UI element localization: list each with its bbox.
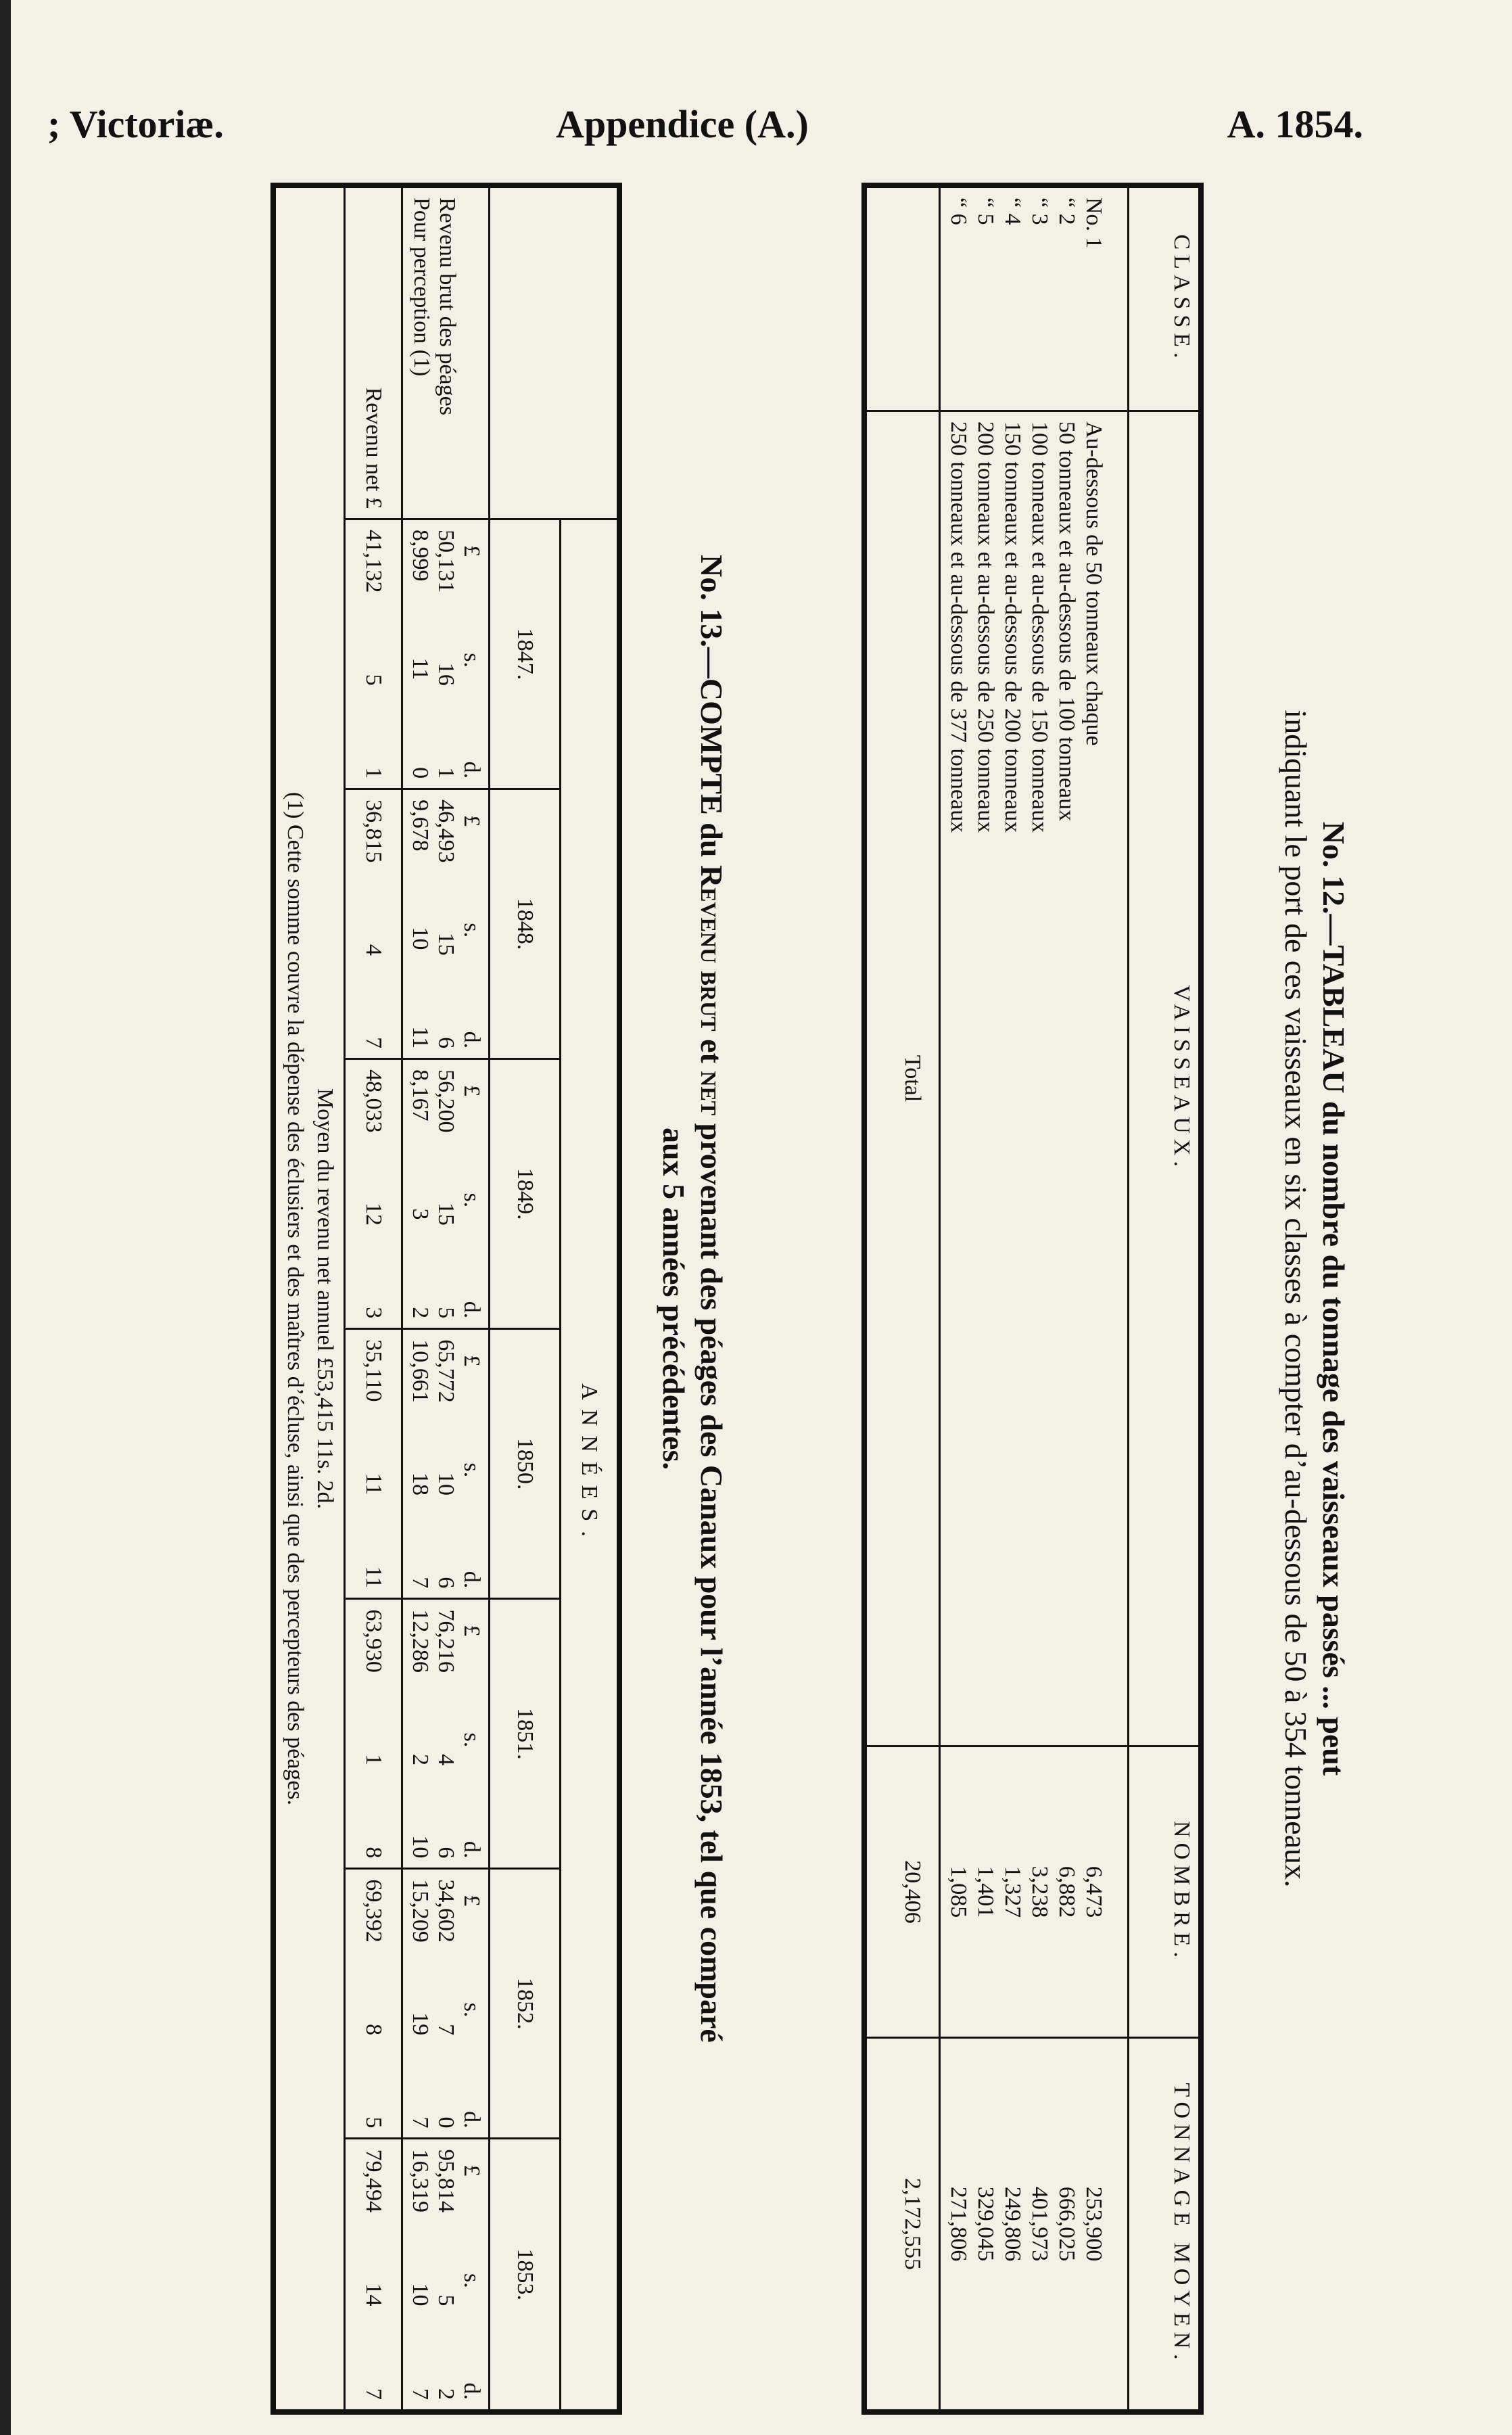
brut-value-part: 7: [433, 2024, 458, 2036]
unit-header: [458, 2149, 484, 2400]
vaisseaux-item: 250 tonneaux et au-dessous de 377 tonneaux: [946, 421, 971, 833]
net-value: [360, 1069, 386, 1318]
year-cell: [402, 1059, 490, 1329]
tonnage-value: 329,045: [973, 2186, 998, 2262]
year-header: 1847.: [490, 519, 561, 789]
net-value: [360, 1879, 386, 2128]
table-row: [402, 185, 490, 2412]
classe-item: “ 3: [1027, 198, 1052, 225]
perception-value: [407, 2149, 433, 2400]
tonnage-cell: [940, 2038, 1129, 2413]
unit-header-part: d.: [459, 761, 484, 779]
unit-header-part: s.: [459, 923, 484, 938]
net-value-part: 79,494: [361, 2149, 386, 2212]
perception-value-part: 11: [408, 657, 433, 680]
row-label-cell: [402, 185, 490, 519]
vaisseaux-item: 150 tonneaux et au-dessous de 200 tonneaux: [1000, 421, 1025, 833]
perception-value-part: 12,286: [408, 1609, 433, 1673]
net-value-part: 1: [361, 767, 386, 779]
classe-item: “ 2: [1054, 198, 1079, 225]
net-value-part: 5: [361, 674, 386, 686]
vaisseaux-item: Au-dessous de 50 tonneaux chaque: [1081, 421, 1106, 746]
unit-header-part: £: [459, 545, 484, 557]
net-cell: [345, 519, 402, 789]
perception-value-part: 3: [408, 1208, 433, 1220]
unit-header-part: s.: [459, 1462, 484, 1478]
unit-header-part: £: [459, 1895, 484, 1907]
perception-value: [407, 799, 433, 1048]
net-value-part: 14: [361, 2283, 386, 2306]
year-cell: [402, 2139, 490, 2412]
brut-value: [433, 799, 458, 1048]
net-value: [360, 1339, 386, 1588]
net-value-part: 11: [361, 1566, 386, 1589]
brut-value-part: 5: [433, 2294, 458, 2306]
brut-value: [433, 2149, 458, 2400]
perception-value-part: 8,167: [408, 1069, 433, 1121]
perception-value-part: 18: [408, 1472, 433, 1496]
notes-cell: [273, 185, 345, 2412]
brut-value-part: 65,772: [433, 1339, 458, 1403]
unit-header-part: £: [459, 1625, 484, 1637]
table-12-section: [798, 183, 1352, 2415]
nombre-value: 6,473: [1081, 1865, 1106, 1918]
nombre-value: 1,401: [973, 1865, 998, 1918]
table-13-caption: [629, 183, 730, 2415]
brut-value-part: 50,131: [433, 530, 458, 593]
header-left: ; Victoriæ.: [47, 102, 224, 146]
unit-header: [458, 799, 484, 1048]
footnote: (1) Cette somme couvre la dépense des éclusiers et des maîtres d’écluse, ainsi que des percepteurs des péages.: [283, 791, 308, 1806]
perception-value-part: 0: [408, 767, 433, 779]
classe-item: “ 6: [946, 198, 971, 225]
net-value-part: 48,033: [361, 1069, 386, 1133]
table-13-title: [692, 183, 730, 2415]
net-cell: [345, 1599, 402, 1869]
perception-value-part: 10: [408, 927, 433, 950]
year-header: 1852.: [490, 1869, 561, 2139]
col-classe: CLASSE.: [1129, 185, 1202, 411]
classe-item: “ 5: [973, 198, 998, 225]
unit-header-part: s.: [459, 653, 484, 668]
unit-header-part: d.: [459, 2382, 484, 2400]
net-cell: [345, 789, 402, 1059]
brut-value-part: 6: [433, 1847, 458, 1859]
tonnage-value: 401,973: [1027, 2186, 1052, 2262]
year-cell: [402, 1329, 490, 1599]
total-empty: [864, 185, 940, 411]
year-header: 1850.: [490, 1329, 561, 1599]
perception-value-part: 8,999: [408, 530, 433, 582]
unit-header-part: s.: [459, 1732, 484, 1748]
net-value-part: 5: [361, 2116, 386, 2129]
table-12-subtitle: indiquant le port de ces vaisseaux en six classes à compter d’au-dessous de 50 à 354 tonneaux.: [1279, 710, 1313, 1888]
year-cell: [402, 789, 490, 1059]
net-value-part: 4: [361, 944, 386, 956]
net-value-part: 12: [361, 1202, 386, 1226]
classe-item: No. 1: [1081, 198, 1106, 249]
net-value-part: 63,930: [361, 1609, 386, 1673]
unit-header: [458, 1609, 484, 1858]
brut-value-part: 15: [433, 1202, 458, 1226]
net-value-part: 7: [361, 2388, 386, 2400]
perception-value-part: 10,661: [408, 1339, 433, 1403]
net-label: Revenu net: [361, 387, 386, 492]
brut-value: [433, 1069, 458, 1318]
net-cell: [345, 1059, 402, 1329]
tonnage-value: 666,025: [1054, 2186, 1079, 2262]
year-header: 1849.: [490, 1059, 561, 1329]
table-13-title-net: net: [694, 1071, 729, 1116]
rotated-content: [41, 183, 1352, 2415]
vaisseaux-item: 50 tonneaux et au-dessous de 100 tonneaux: [1054, 421, 1079, 822]
perception-value-part: 7: [408, 1577, 433, 1589]
col-tonnage: TONNAGE MOYEN.: [1129, 2038, 1202, 2413]
brut-value-part: 76,216: [433, 1609, 458, 1673]
year-cell: [402, 1599, 490, 1869]
net-value-part: 7: [361, 1037, 386, 1049]
brut-value-part: 95,814: [433, 2149, 458, 2212]
net-value-part: 35,110: [361, 1339, 386, 1402]
brut-value-part: 6: [433, 1577, 458, 1589]
perception-value: [407, 1879, 433, 2128]
net-cell: [345, 1869, 402, 2139]
table-13: [270, 183, 622, 2415]
unit-header: [458, 530, 484, 779]
total-row: [864, 185, 940, 2412]
nombre-value: 1,327: [1000, 1865, 1025, 1918]
brut-value: [433, 530, 458, 779]
unit-header: [458, 1069, 484, 1318]
header-right: A. 1854.: [1227, 102, 1363, 146]
tonnage-value: 249,806: [1000, 2186, 1025, 2262]
perception-value-part: 10: [408, 2283, 433, 2306]
table-12: [861, 183, 1204, 2415]
vaisseaux-item: 200 tonneaux et au-dessous de 250 tonneaux: [973, 421, 998, 833]
brut-value-part: 6: [433, 1037, 458, 1049]
perception-value-part: 10: [408, 1835, 433, 1859]
annees-header: ANNÉES.: [561, 519, 620, 2413]
brut-value-part: 0: [433, 2116, 458, 2129]
net-label-cell: [345, 185, 402, 519]
years-row: [490, 185, 561, 2412]
nombre-cell: [940, 1746, 1129, 2038]
year-header: 1848.: [490, 789, 561, 1059]
moyen-line: [310, 198, 339, 2400]
table-12-title: No. 12.—TABLEAU du nombre du tonnage des vaisseaux passés ... peut: [1317, 821, 1351, 1776]
tonnage-value: 253,900: [1081, 2186, 1106, 2262]
net-value: [360, 2149, 386, 2400]
brut-value-part: 16: [433, 662, 458, 686]
perception-value-part: 15,209: [408, 1879, 433, 1943]
table-13-title-prefix: No. 13.—COMPTE du: [694, 555, 729, 865]
year-cell: [402, 519, 490, 789]
net-value-part: 41,132: [361, 530, 386, 593]
table-12-caption: [1251, 183, 1352, 2415]
brut-value-part: 2: [433, 2388, 458, 2400]
brut-value: [433, 1339, 458, 1588]
net-value-part: 8: [361, 2024, 386, 2036]
brut-value-part: 5: [433, 1307, 458, 1319]
brut-value: [433, 1879, 458, 2128]
classe-cell: [940, 185, 1129, 411]
net-cell: [345, 1329, 402, 1599]
table-13-subtitle: aux 5 années précédentes.: [657, 1128, 691, 1470]
perception-value-part: 19: [408, 2012, 433, 2036]
brut-value-part: 34,602: [433, 1879, 458, 1943]
brut-value: [433, 1609, 458, 1858]
unit-header: [458, 1879, 484, 2128]
moyen-label: Moyen du revenu net annuel: [312, 1088, 337, 1351]
nombre-value: 3,238: [1027, 1865, 1052, 1918]
brut-value-part: 10: [433, 1472, 458, 1496]
net-value: [360, 799, 386, 1048]
net-value: [360, 1609, 386, 1858]
perception-value-part: 16,319: [408, 2149, 433, 2212]
perception-value-part: 2: [408, 1307, 433, 1319]
perception-value: [407, 1339, 433, 1588]
unit-header-part: d.: [459, 1031, 484, 1049]
year-header: 1851.: [490, 1599, 561, 1869]
perception-value-part: 9,678: [408, 799, 433, 852]
net-row: [345, 185, 402, 2412]
unit-header: [458, 1339, 484, 1588]
net-unit: £: [361, 497, 386, 509]
header-center: Appendice (A.): [556, 102, 809, 146]
classe-item: “ 4: [1000, 198, 1025, 225]
net-value-part: 11: [361, 1472, 386, 1495]
net-cell: [345, 2139, 402, 2412]
unit-header-part: d.: [459, 2110, 484, 2129]
net-value-part: 1: [361, 1754, 386, 1766]
perception-value: [407, 530, 433, 779]
unit-header-part: d.: [459, 1571, 484, 1589]
col-nombre: NOMBRE.: [1129, 1746, 1202, 2038]
unit-header-part: d.: [459, 1840, 484, 1859]
net-value: [360, 530, 386, 779]
perception-value-part: 7: [408, 2116, 433, 2129]
brut-value-part: 4: [433, 1754, 458, 1766]
table-13-title-rest: provenant des péages des Canaux pour l’année 1853, tel que comparé: [694, 1115, 729, 2043]
total-nombre: 20,406: [864, 1746, 940, 2038]
page-header: [0, 101, 1512, 162]
brut-value-part: 56,200: [433, 1069, 458, 1133]
nombre-value: 1,085: [946, 1865, 971, 1918]
net-value-part: 8: [361, 1847, 386, 1859]
unit-header-part: s.: [459, 2273, 484, 2288]
unit-header-part: £: [459, 1355, 484, 1367]
perception-value-part: 11: [408, 1026, 433, 1049]
net-value-part: 69,392: [361, 1879, 386, 1943]
unit-header-part: £: [459, 2164, 484, 2177]
moyen-value: £53,415 11s. 2d.: [312, 1357, 337, 1509]
unit-header-part: d.: [459, 1301, 484, 1319]
net-value-part: 3: [361, 1307, 386, 1319]
vaisseaux-cell: [940, 411, 1129, 1746]
unit-header-part: £: [459, 1085, 484, 1097]
perception-value: [407, 1069, 433, 1318]
unit-header-part: s.: [459, 1192, 484, 1208]
total-tonnage: 2,172,555: [864, 2038, 940, 2413]
brut-value-part: 1: [433, 767, 458, 779]
brut-value-part: 46,493: [433, 799, 458, 863]
brut-label: Revenu brut des péages: [435, 198, 460, 415]
unit-header-part: £: [459, 815, 484, 827]
unit-header-part: s.: [459, 2002, 484, 2018]
brut-value-part: 15: [433, 932, 458, 956]
total-label: Total: [864, 411, 940, 1746]
table-13-section: [41, 183, 730, 2415]
perception-value-part: 2: [408, 1754, 433, 1766]
vaisseaux-item: 100 tonneaux et au-dessous de 150 tonneaux: [1027, 421, 1052, 833]
table-13-title-et: et: [694, 1031, 729, 1071]
year-cell: [402, 1869, 490, 2139]
perception-value-part: 7: [408, 2388, 433, 2400]
col-vaisseaux: VAISSEAUX.: [1129, 411, 1202, 1746]
table-13-title-brut: Revenu brut: [694, 864, 729, 1031]
nombre-value: 6,882: [1054, 1865, 1079, 1918]
year-header: 1853.: [490, 2139, 561, 2412]
perception-label: Pour perception (1): [409, 198, 434, 377]
net-value-part: 36,815: [361, 799, 386, 863]
tonnage-value: 271,806: [946, 2186, 971, 2262]
perception-value: [407, 1609, 433, 1858]
table-row: [940, 185, 1129, 2412]
row-label-header: [490, 185, 620, 519]
page-binding-edge: [0, 0, 11, 2435]
